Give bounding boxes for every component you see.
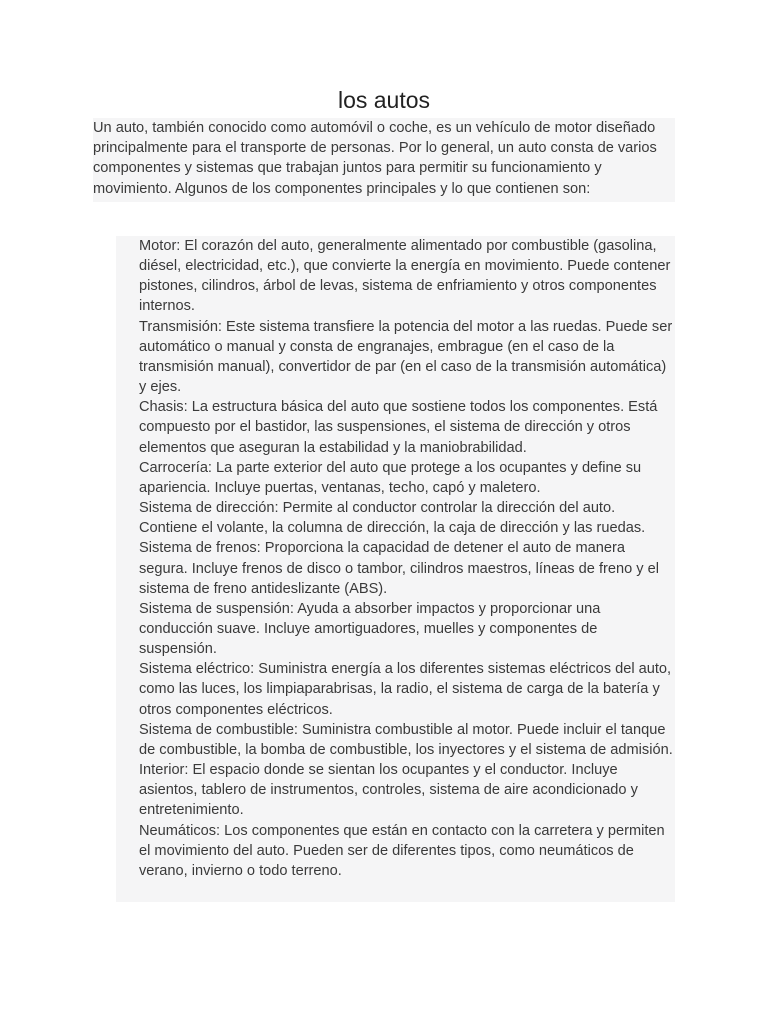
list-item: Carrocería: La parte exterior del auto que protege a los ocupantes y define su apariencia. Incluye puertas, ventanas, techo, capó y maletero. <box>139 459 642 496</box>
intro-paragraph: Un auto, también conocido como automóvil o coche, es un vehículo de motor diseñado principalmente para el transporte de personas. Por lo general, un auto consta de varios componentes y sistemas que trabajan juntos para permitir su funcionamiento y movimiento. Algunos de los componentes principales y lo que contienen son: <box>93 118 675 202</box>
list-item: Transmisión: Este sistema transfiere la potencia del motor a las ruedas. Puede ser automático o manual y consta de engranajes, embrague (en el caso de la transmisión manual), convertidor de par (en el caso de la transmisión automática) y ejes. <box>139 318 673 396</box>
page-title: los autos <box>337 87 431 113</box>
list-item: Sistema de suspensión: Ayuda a absorber impactos y proporcionar una conducción suave. Incluye amortiguadores, muelles y componentes de suspensión. <box>139 600 601 658</box>
list-item: Sistema de combustible: Suministra combustible al motor. Puede incluir el tanque de combustible, la bomba de combustible, los inyectores y el sistema de admisión. <box>139 721 673 758</box>
list-item: Sistema de frenos: Proporciona la capacidad de detener el auto de manera segura. Incluye frenos de disco o tambor, cilindros maestros, líneas de freno y el sistema de freno antideslizante (ABS). <box>139 540 659 597</box>
list-item: Motor: El corazón del auto, generalmente alimentado por combustible (gasolina, diésel, electricidad, etc.), que convierte la energía en movimiento. Puede contener pistones, cilindros, árbol de levas, sistema de enfriamiento y otros componentes internos. <box>139 238 671 315</box>
components-list <box>116 236 675 902</box>
list-item: Interior: El espacio donde se sientan los ocupantes y el conductor. Incluye asientos, tablero de instrumentos, controles, sistema de aire acondicionado y entretenimiento. <box>139 762 638 819</box>
list-item: Sistema eléctrico: Suministra energía a los diferentes sistemas eléctricos del auto, como las luces, los limpiaparabrisas, la radio, el sistema de carga de la batería y otros componentes eléctricos. <box>139 661 672 718</box>
list-item: Sistema de dirección: Permite al conductor controlar la dirección del auto. Contiene el volante, la columna de dirección, la caja de dirección y las ruedas. <box>139 500 646 537</box>
list-item: Chasis: La estructura básica del auto que sostiene todos los componentes. Está compuesto por el bastidor, las suspensiones, el sistema de dirección y otros elementos que aseguran la estabilidad y la maniobrabilidad. <box>139 399 658 456</box>
list-item: Neumáticos: Los componentes que están en contacto con la carretera y permiten el movimiento del auto. Pueden ser de diferentes tipos, como neumáticos de verano, invierno o todo terreno. <box>139 822 665 879</box>
